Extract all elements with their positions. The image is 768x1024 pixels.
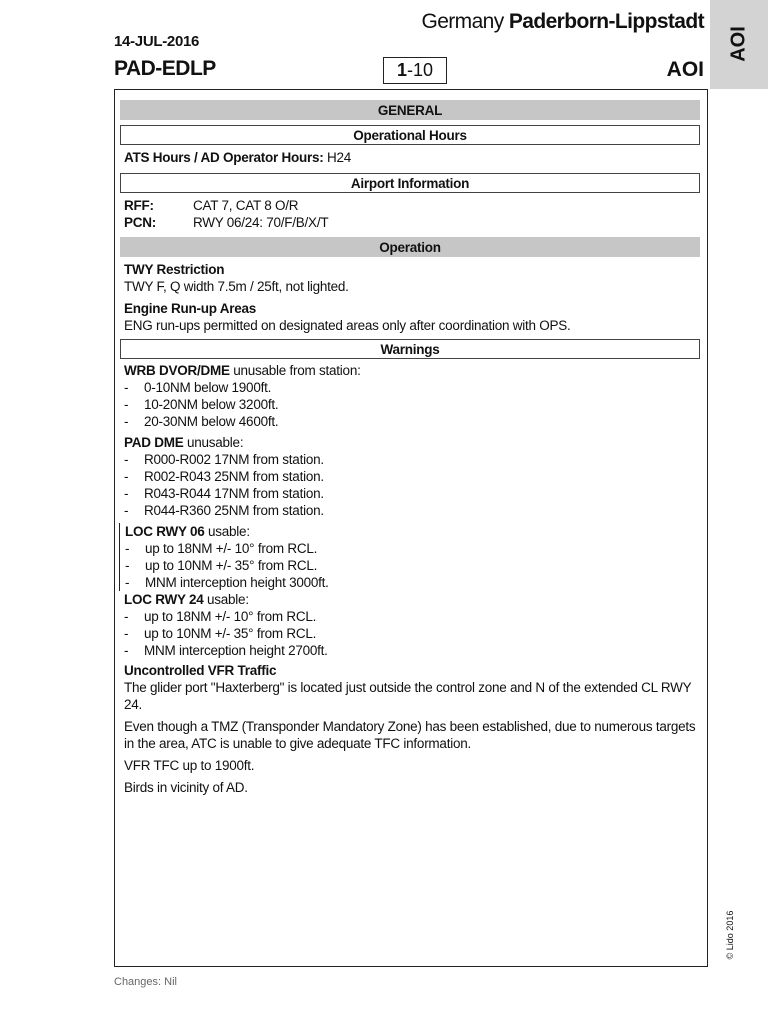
list-item-text: up to 10NM +/- 35° from RCL. [145,558,318,573]
wrb-title: WRB DVOR/DME [124,363,230,378]
loc-rwy24-title: LOC RWY 24 [124,592,204,607]
ops-hours-row [124,149,700,166]
page-number-box [383,57,447,84]
list-item [124,485,700,502]
copyright-text: © Lido 2016 [725,910,735,960]
list-item-text: MNM interception height 2700ft. [144,643,328,658]
side-tab-label: AOI [727,26,750,62]
list-item [125,540,700,557]
list-item-text: 0-10NM below 1900ft. [144,380,272,395]
section-header-operation: Operation [120,237,700,257]
list-item-text: 10-20NM below 3200ft. [144,397,279,412]
list-item-text: up to 10NM +/- 35° from RCL. [144,626,317,641]
page-chapter: 1 [396,60,407,80]
loc-rwy06-suffix: usable: [204,524,250,539]
section-header-warnings: Warnings [120,339,700,359]
page-number: -10 [407,60,434,80]
birds-text: Birds in vicinity of AD. [124,780,248,795]
list-item-text: 20-30NM below 4600ft. [144,414,279,429]
list-dash: - [124,503,129,518]
header-country: Germany [421,10,504,33]
loc-rwy06-heading [125,523,700,540]
pcn-value: RWY 06/24: 70/F/B/X/T [193,215,329,230]
vfr-traffic-text-3: VFR TFC up to 1900ft. [124,758,255,773]
list-dash: - [124,469,129,484]
list-item-text: R043-R044 17NM from station. [144,486,324,501]
list-item-text: R000-R002 17NM from station. [144,452,324,467]
header-title [421,10,704,34]
list-dash: - [125,558,130,573]
list-item-text: up to 18NM +/- 10° from RCL. [144,609,317,624]
vfr-traffic-text-2: Even though a TMZ (Transponder Mandatory Zone) has been established, due to numerous targets in the area, ATC is unable to give adequate TFC information. [124,719,696,751]
list-item [124,468,700,485]
list-dash: - [125,575,130,590]
ops-hours-label: ATS Hours / AD Operator Hours: [124,150,324,165]
pad-dme-suffix: unusable: [183,435,244,450]
list-item-text: R002-R043 25NM from station. [144,469,324,484]
list-item [124,642,700,659]
list-item [124,396,700,413]
footer-changes: Changes: Nil [114,976,177,988]
loc-rwy06-title: LOC RWY 06 [125,524,205,539]
list-dash: - [124,380,129,395]
vfr-traffic-title: Uncontrolled VFR Traffic [124,663,277,678]
loc-rwy06-block [119,523,700,591]
rff-row [124,197,700,214]
list-item [124,625,700,642]
header-airport-code: PAD-EDLP [114,57,216,80]
twy-restriction-title: TWY Restriction [124,262,225,277]
pad-dme-title: PAD DME [124,435,184,450]
rff-label: RFF: [124,198,154,213]
list-dash: - [124,643,129,658]
loc-rwy24-suffix: usable: [203,592,249,607]
header-airport-name: Paderborn-Lippstadt [508,10,704,33]
pcn-row [124,214,700,231]
loc-rwy24-heading [124,591,700,608]
list-item [124,379,700,396]
vfr-traffic-text-1: The glider port "Haxterberg" is located just outside the control zone and N of the extended CL RWY 24. [124,680,692,712]
twy-restriction-text: TWY F, Q width 7.5m / 25ft, not lighted. [124,279,349,294]
list-item-text: MNM interception height 3000ft. [145,575,329,590]
header-date: 14-JUL-2016 [114,33,200,50]
list-item [124,502,700,519]
list-dash: - [124,486,129,501]
list-item [124,608,700,625]
header-section-code: AOI [666,58,704,81]
list-item [125,557,700,574]
engine-runup-title: Engine Run-up Areas [124,301,257,316]
list-item [124,413,700,430]
list-item-text: R044-R360 25NM from station. [144,503,324,518]
list-dash: - [124,609,129,624]
list-dash: - [124,397,129,412]
list-item-text: up to 18NM +/- 10° from RCL. [145,541,318,556]
ops-hours-value: H24 [327,150,352,165]
engine-runup-text: ENG run-ups permitted on designated areas only after coordination with OPS. [124,318,571,333]
wrb-suffix: unusable from station: [229,363,361,378]
list-dash: - [124,626,129,641]
rff-value: CAT 7, CAT 8 O/R [193,198,299,213]
list-item [125,574,700,591]
pcn-label: PCN: [124,215,156,230]
section-header-operational-hours: Operational Hours [120,125,700,145]
content [120,100,700,796]
list-item [124,451,700,468]
list-dash: - [124,414,129,429]
section-header-general: GENERAL [120,100,700,120]
list-dash: - [125,541,130,556]
section-header-airport-information: Airport Information [120,173,700,193]
list-dash: - [124,452,129,467]
wrb-heading [124,362,700,379]
pad-dme-heading [124,434,700,451]
